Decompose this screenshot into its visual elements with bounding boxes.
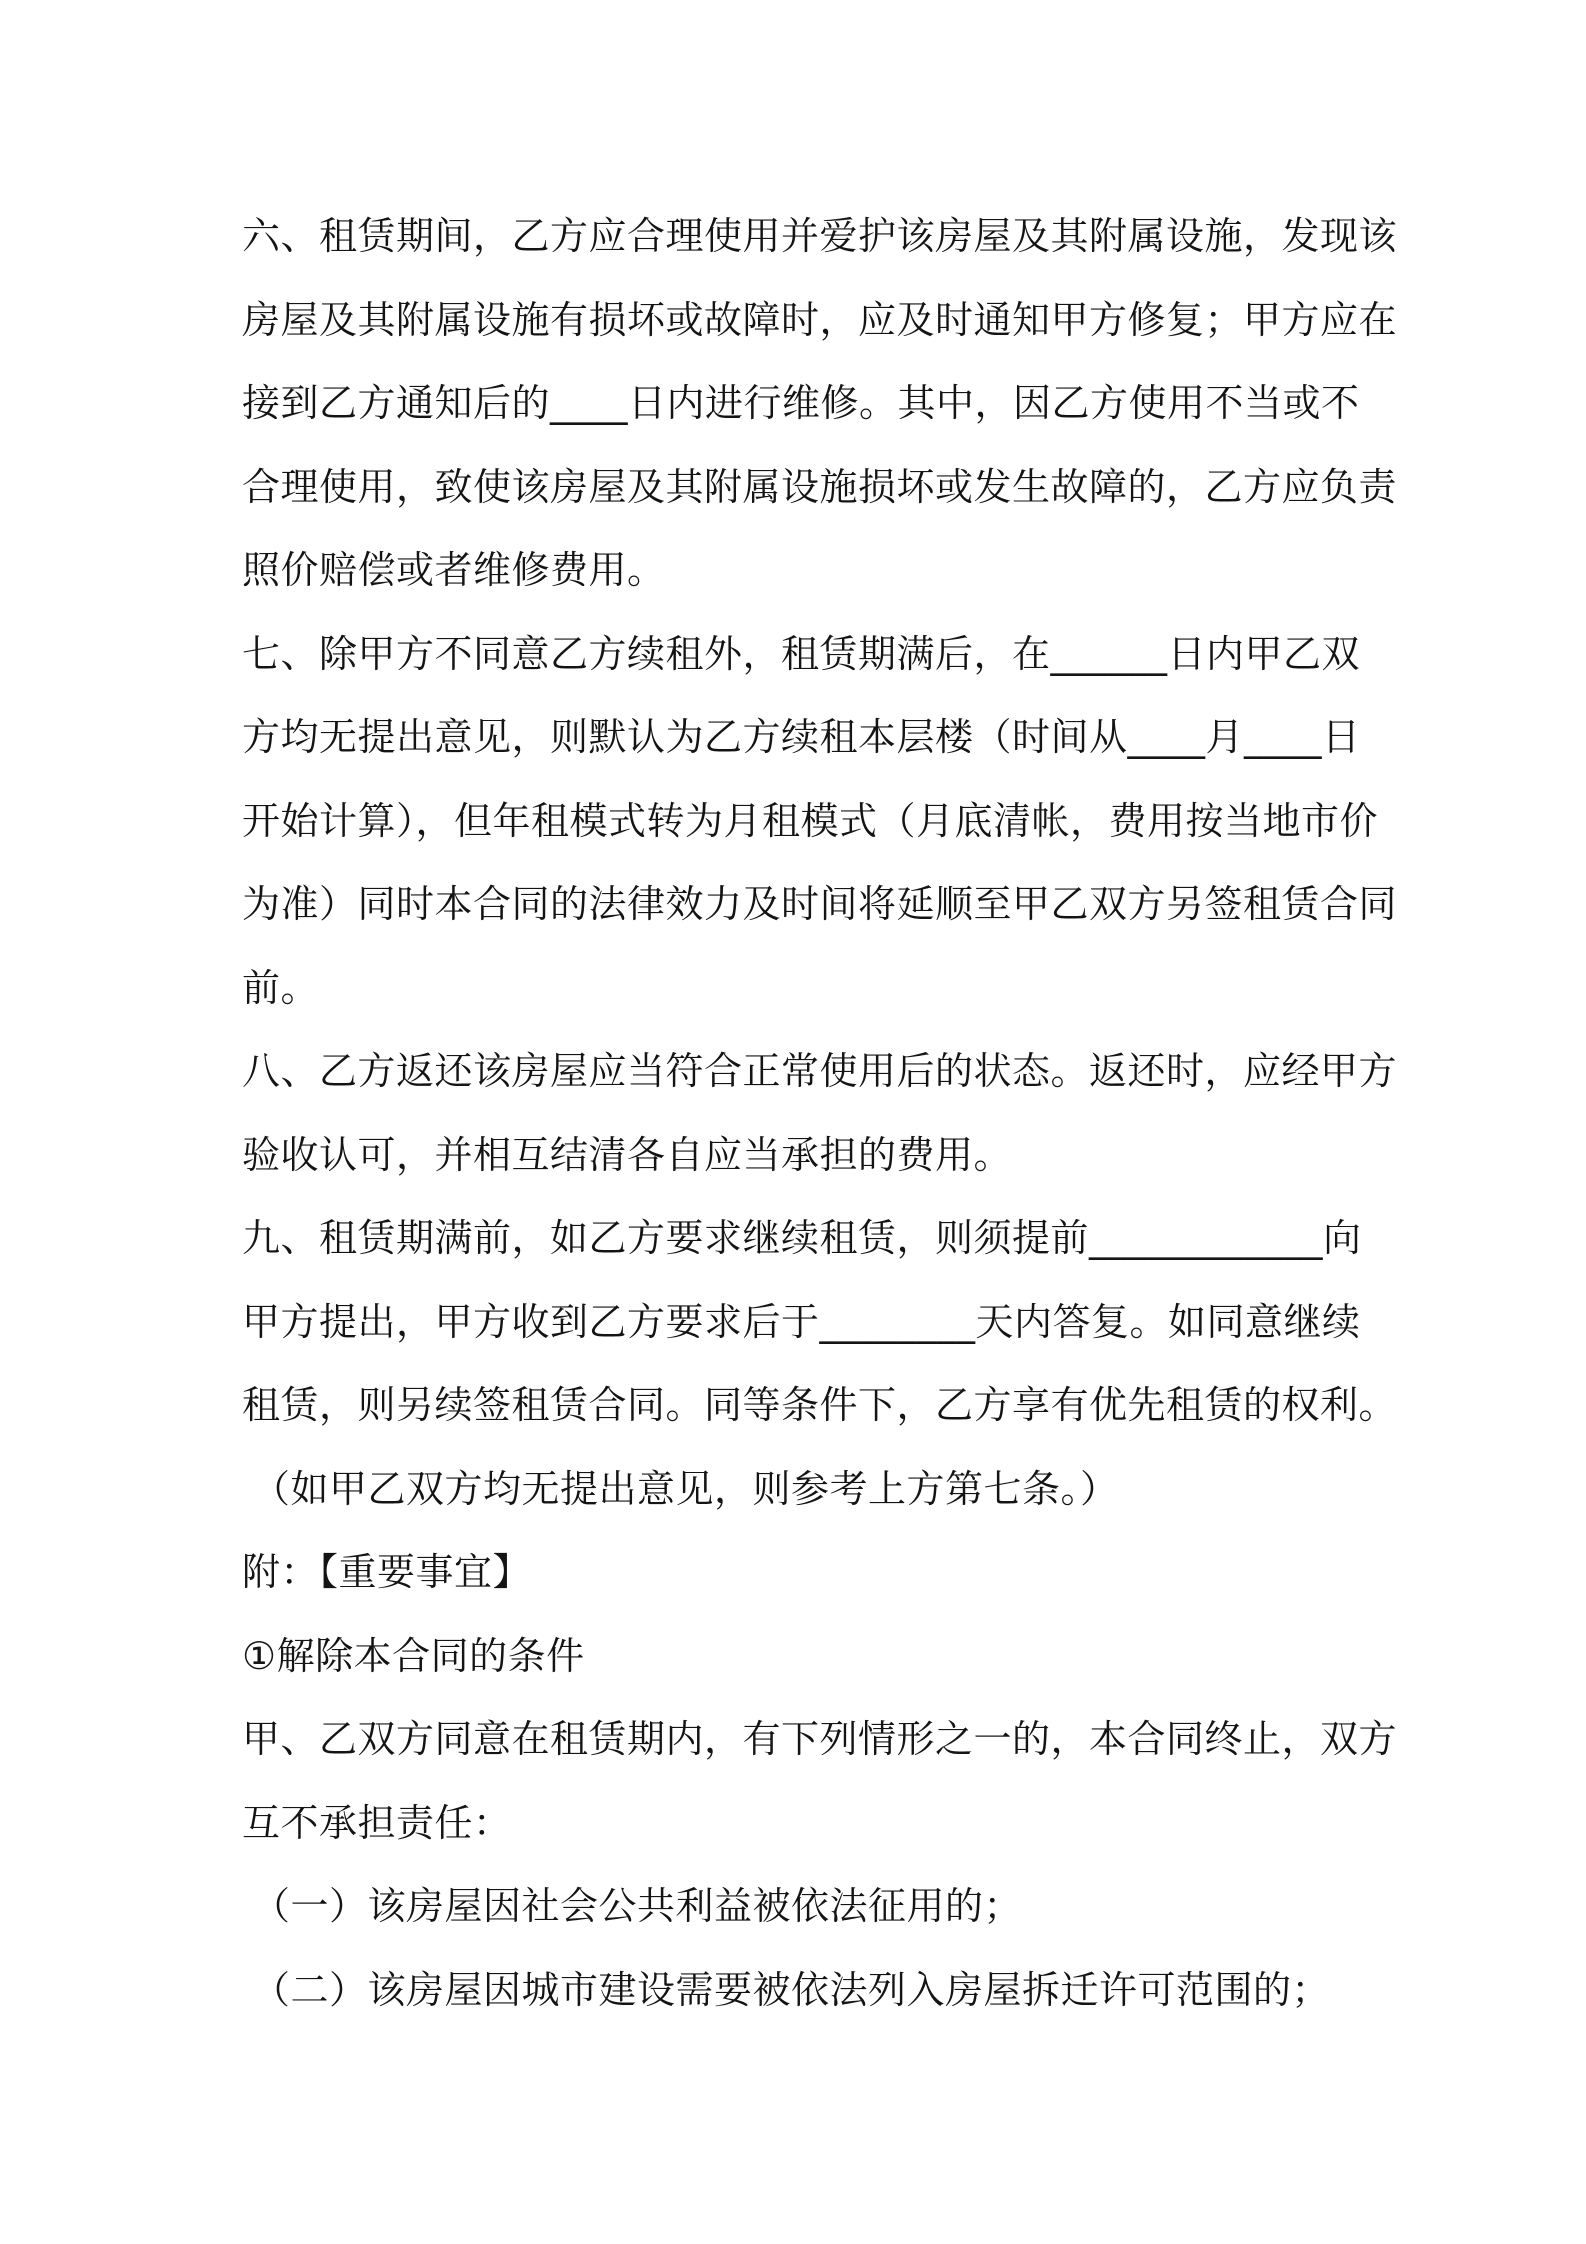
clause-6-line-4: 合理使用，致使该房屋及其附属设施损坏或发生故障的，乙方应负责 xyxy=(242,464,1398,509)
clause-6-line-1: 六、租赁期间，乙方应合理使用并爱护该房屋及其附属设施，发现该 xyxy=(242,214,1398,258)
clause-7-line-3: 开始计算），但年租模式转为月租模式（月底清帐，费用按当地市价 xyxy=(242,798,1379,843)
clause-9-line-3: 租赁，则另续签租赁合同。同等条件下，乙方享有优先租赁的权利。 xyxy=(242,1383,1398,1427)
clause-7-line-2: 方均无提出意见，则默认为乙方续租本层楼（时间从____月____日 xyxy=(242,715,1361,759)
clause-9-note: （如甲乙双方均无提出意见，则参考上方第七条。） xyxy=(252,1466,1119,1511)
contract-text xyxy=(242,195,1398,2032)
clause-6-line-2: 房屋及其附属设施有损坏或故障时，应及时通知甲方修复；甲方应在 xyxy=(242,297,1398,342)
clause-7-line-4: 为准）同时本合同的法律效力及时间将延顺至甲乙双方另签租赁合同 xyxy=(242,882,1398,926)
termination-intro-line-2: 互不承担责任： xyxy=(242,1800,512,1845)
clause-7-line-5: 前。 xyxy=(242,965,320,1010)
clause-9-line-1: 九、租赁期满前，如乙方要求继续租赁，则须提前____________向 xyxy=(242,1216,1362,1260)
clause-8-line-1: 八、乙方返还该房屋应当符合正常使用后的状态。返还时，应经甲方 xyxy=(242,1049,1398,1093)
clause-6-line-5: 照价赔偿或者维修费用。 xyxy=(242,548,666,592)
termination-item-1: （一）该房屋因社会公共利益被依法征用的； xyxy=(252,1884,1023,1928)
clause-8-line-2: 验收认可，并相互结清各自应当承担的费用。 xyxy=(242,1132,1013,1177)
clause-6-line-3: 接到乙方通知后的____日内进行维修。其中，因乙方使用不当或不 xyxy=(242,381,1360,425)
termination-intro-line-1: 甲、乙双方同意在租赁期内，有下列情形之一的，本合同终止，双方 xyxy=(242,1717,1398,1761)
termination-item-2: （二）该房屋因城市建设需要被依法列入房屋拆迁许可范围的； xyxy=(252,1967,1331,2012)
clause-9-line-2: 甲方提出，甲方收到乙方要求后于________天内答复。如同意继续 xyxy=(242,1299,1361,1344)
termination-conditions-heading: ①解除本合同的条件 xyxy=(242,1633,585,1678)
clause-7-line-1: 七、除甲方不同意乙方续租外，租赁期满后，在______日内甲乙双 xyxy=(242,631,1361,676)
appendix-heading: 附：【重要事宜】 xyxy=(242,1550,532,1594)
